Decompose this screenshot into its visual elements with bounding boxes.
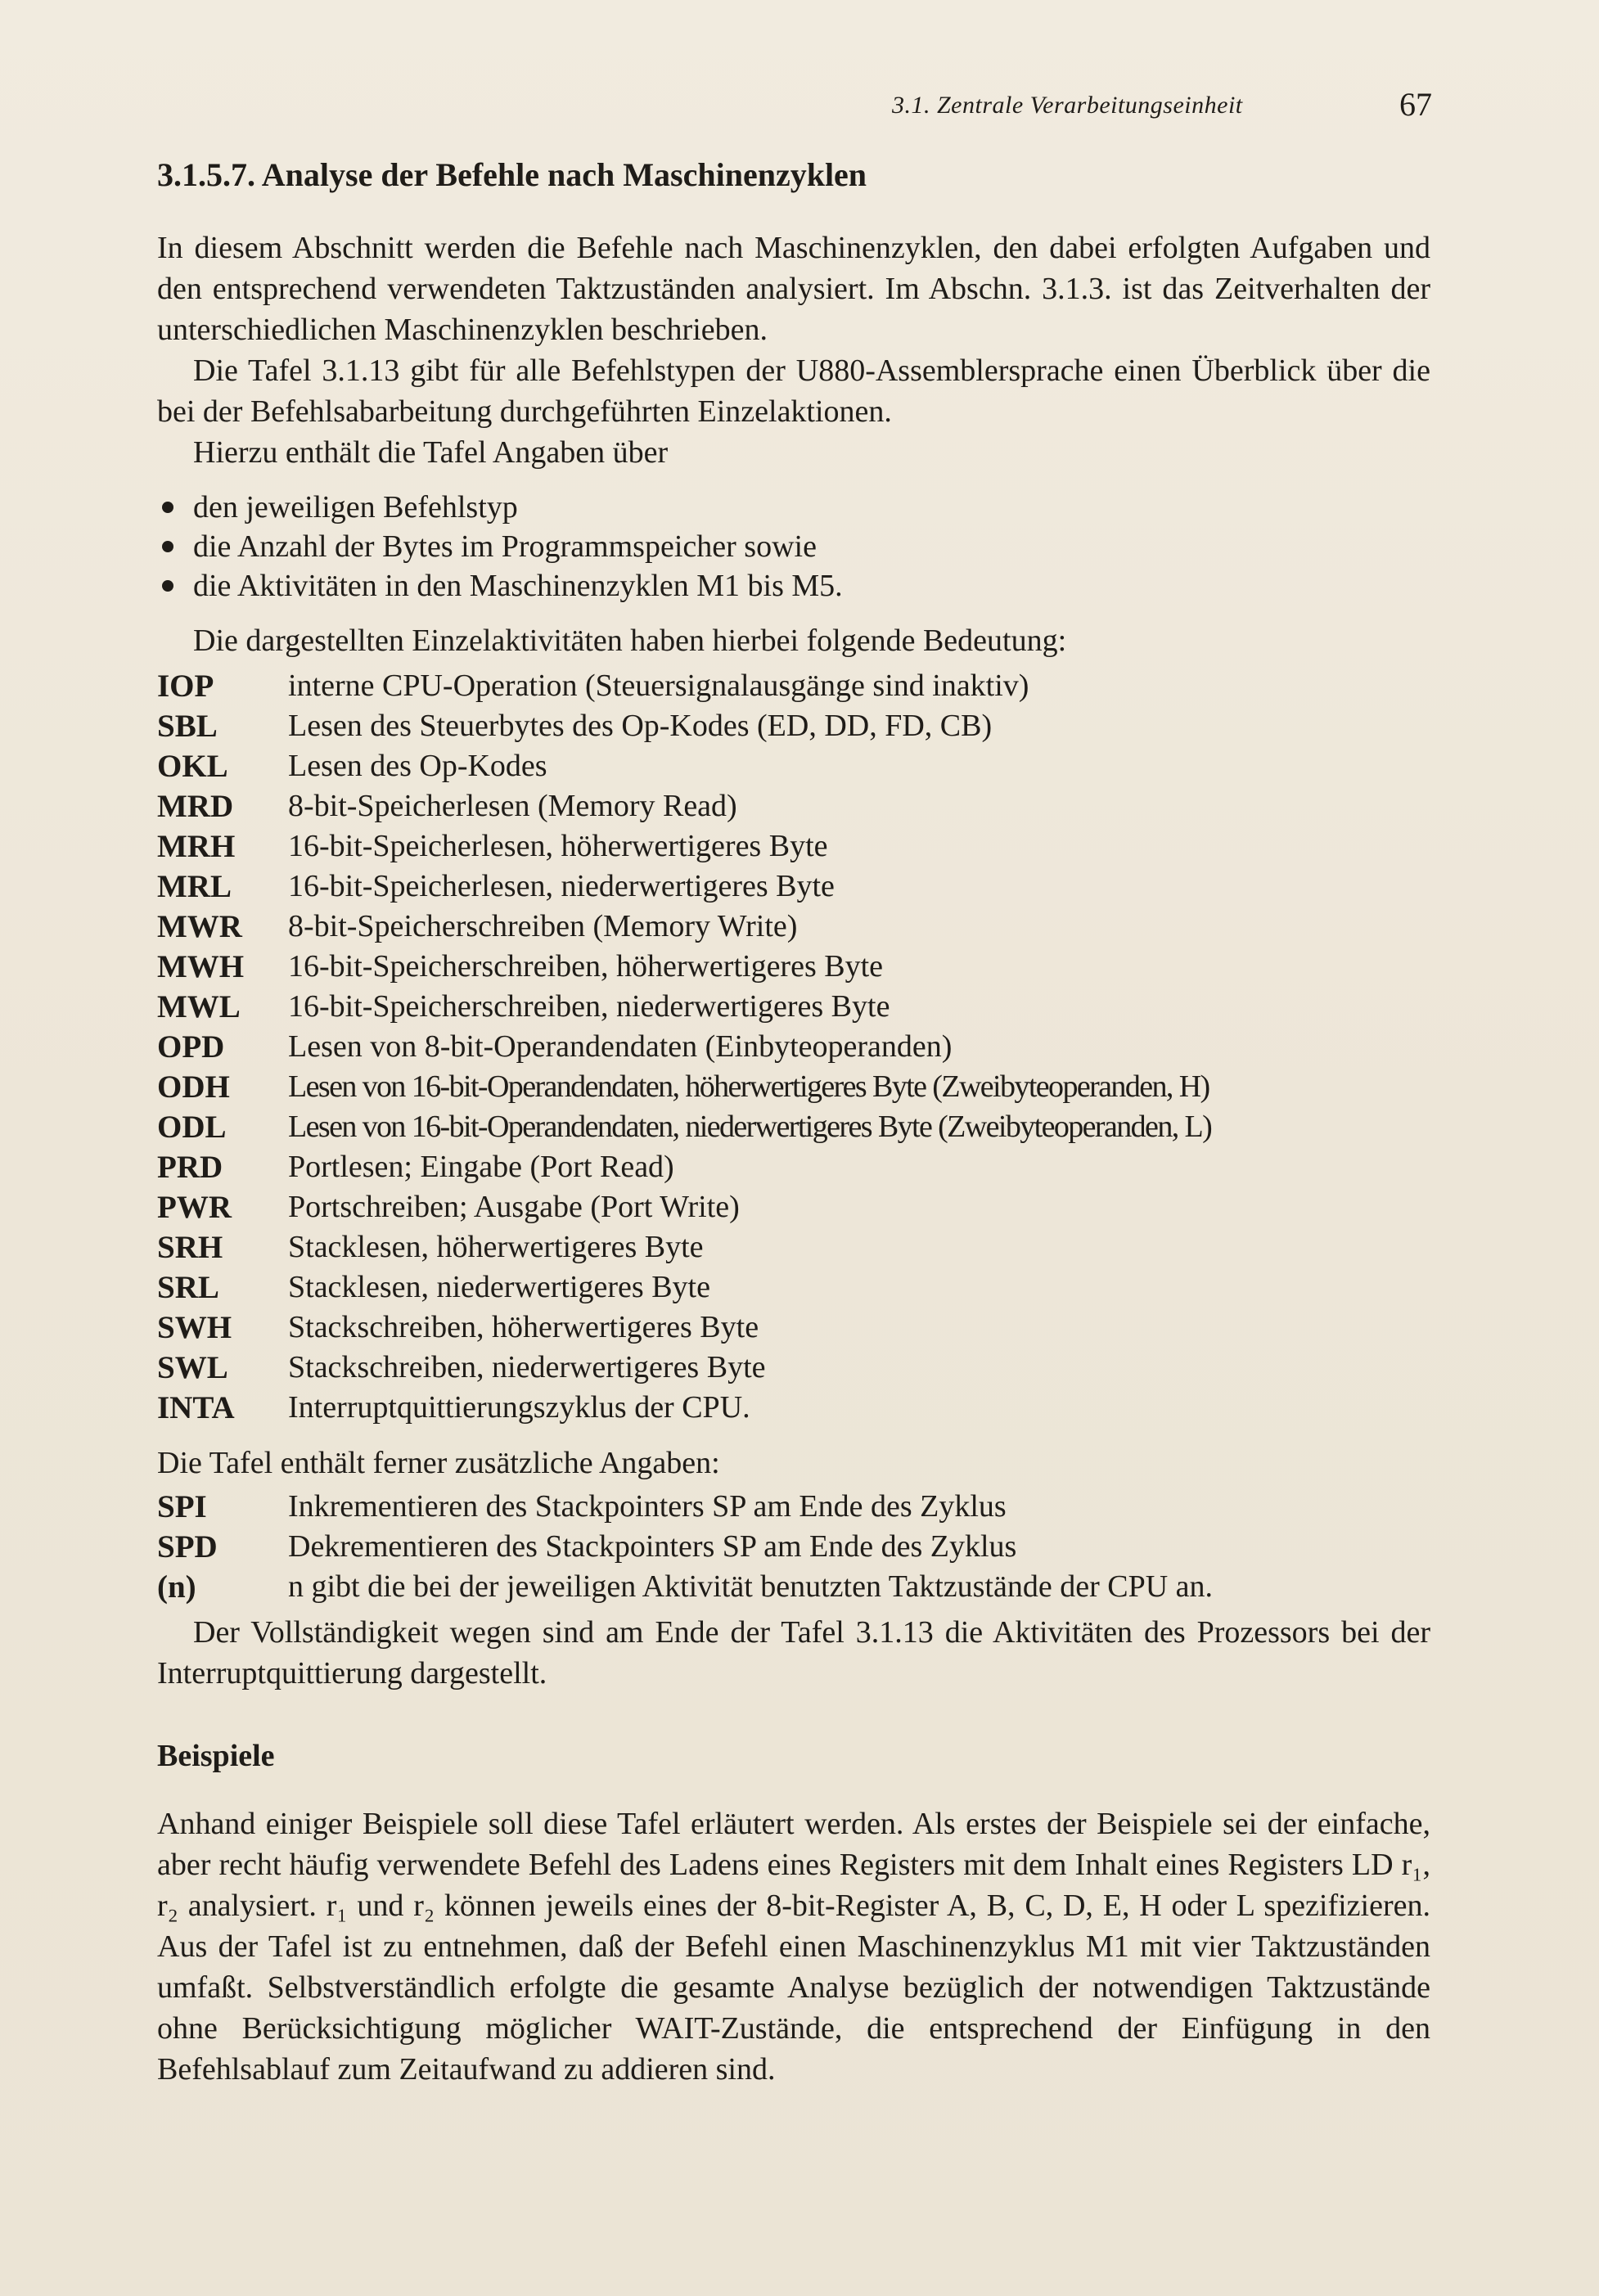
glossary-desc: Portschreiben; Ausgabe (Port Write) bbox=[288, 1190, 740, 1224]
glossary-abbr: MRD bbox=[157, 789, 234, 824]
extra-list bbox=[157, 1487, 1430, 1607]
extra-row bbox=[157, 1567, 1430, 1607]
glossary-abbr: ODL bbox=[157, 1110, 227, 1145]
glossary-desc: Interruptquittierungszyklus der CPU. bbox=[288, 1390, 750, 1425]
glossary-row bbox=[157, 1107, 1430, 1147]
glossary-abbr: MWH bbox=[157, 949, 245, 984]
glossary-row bbox=[157, 746, 1430, 786]
extra-abbr: (n) bbox=[157, 1569, 196, 1605]
glossary-abbr: SBL bbox=[157, 709, 218, 744]
paragraph-tafel: Die Tafel 3.1.13 gibt für alle Befehlstypen der U880-Assemblersprache einen Überblick über die bei der Befehlsabarbeitung durchgeführten Einzelaktionen. bbox=[157, 353, 1430, 429]
running-head: 3.1. Zentrale Verarbeitungseinheit bbox=[892, 92, 1243, 119]
glossary-list bbox=[157, 666, 1430, 1428]
glossary-desc: 16-bit-Speicherlesen, höherwertigeres Byte bbox=[288, 829, 828, 863]
glossary-row bbox=[157, 907, 1430, 947]
paragraph-vollstaendigkeit: Der Vollständigkeit wegen sind am Ende der Tafel 3.1.13 die Aktivitäten des Prozessors bei der Interruptquittierung dargestellt. bbox=[157, 1615, 1430, 1690]
glossary-desc: Stacklesen, höherwertigeres Byte bbox=[288, 1230, 704, 1264]
glossary-row bbox=[157, 1267, 1430, 1308]
glossary-row bbox=[157, 1187, 1430, 1227]
glossary-desc: Lesen des Op-Kodes bbox=[288, 749, 547, 783]
extra-intro: Die Tafel enthält ferner zusätzliche Angaben: bbox=[157, 1446, 720, 1480]
glossary-desc: interne CPU-Operation (Steuersignalausgänge sind inaktiv) bbox=[288, 669, 1029, 703]
glossary-abbr: MWL bbox=[157, 989, 241, 1024]
glossary-abbr: SRH bbox=[157, 1230, 223, 1265]
glossary-abbr: IOP bbox=[157, 669, 214, 704]
bullet-list bbox=[157, 488, 1430, 606]
paragraph-hierzu: Hierzu enthält die Tafel Angaben über bbox=[193, 435, 669, 470]
glossary-row bbox=[157, 1388, 1430, 1428]
paragraph-intro: In diesem Abschnitt werden die Befehle nach Maschinenzyklen, den dabei erfolgten Aufgaben und den entsprechend verwendeten Taktzuständen analysiert. Im Abschn. 3.1.3. ist das Zeitverhalten der unterschiedlichen Maschinenzyklen beschrieben. bbox=[157, 231, 1430, 347]
glossary-row bbox=[157, 1027, 1430, 1067]
glossary-row bbox=[157, 1147, 1430, 1187]
glossary-row bbox=[157, 706, 1430, 746]
glossary-abbr: MRL bbox=[157, 869, 232, 904]
glossary-abbr: MWR bbox=[157, 909, 242, 944]
extra-desc: Dekrementieren des Stackpointers SP am Ende des Zyklus bbox=[288, 1529, 1017, 1564]
glossary-row bbox=[157, 666, 1430, 706]
glossary-row bbox=[157, 987, 1430, 1027]
glossary-abbr: SRL bbox=[157, 1270, 219, 1305]
extra-desc: n gibt die bei der jeweiligen Aktivität benutzten Taktzustände der CPU an. bbox=[288, 1569, 1214, 1604]
glossary-desc: Portlesen; Eingabe (Port Read) bbox=[288, 1150, 674, 1184]
bullet-icon bbox=[162, 580, 173, 592]
glossary-row bbox=[157, 826, 1430, 867]
page-number: 67 bbox=[1399, 86, 1432, 123]
glossary-abbr: INTA bbox=[157, 1390, 235, 1425]
glossary-desc: 16-bit-Speicherschreiben, niederwertigeres Byte bbox=[288, 989, 890, 1024]
glossary-desc: 8-bit-Speicherlesen (Memory Read) bbox=[288, 789, 737, 823]
glossary-abbr: MRH bbox=[157, 829, 236, 864]
glossary-row bbox=[157, 867, 1430, 907]
bullet-icon bbox=[162, 502, 173, 513]
extra-abbr: SPD bbox=[157, 1529, 218, 1564]
glossary-desc: Stacklesen, niederwertigeres Byte bbox=[288, 1270, 710, 1304]
glossary-desc: Lesen von 16-bit-Operandendaten, niederwertigeres Byte (Zweibyteoperanden, L) bbox=[288, 1110, 1212, 1144]
glossary-intro: Die dargestellten Einzelaktivitäten haben hierbei folgende Bedeutung: bbox=[193, 624, 1067, 658]
page-content bbox=[157, 151, 1430, 2090]
paragraph-beispiele: Anhand einiger Beispiele soll diese Tafel erläutert werden. Als erstes der Beispiele sei der einfache, aber recht häufig verwendete Befehl des Ladens eines Registers mit dem Inhalt eines Registers LD r₁, r₂ analysiert. r₁ und r₂ können jeweils eines der 8-bit-Register A, B, C, D, E, H oder L spezifizieren. Aus der Tafel ist zu entnehmen, daß der Befehl einen Maschinenzyklus M1 mit vier Taktzuständen umfaßt. Selbstverständlich erfolgte die gesamte Analyse bezüglich der notwendigen Taktzustände ohne Berücksichtigung möglicher WAIT-Zustände, die entsprechend der Einfügung in den Befehlsablauf zum Zeitaufwand zu addieren sind. bbox=[157, 1807, 1430, 2087]
glossary-desc: Stackschreiben, höherwertigeres Byte bbox=[288, 1310, 759, 1344]
bullet-icon bbox=[162, 541, 173, 552]
list-item bbox=[157, 488, 1430, 527]
glossary-desc: Lesen von 16-bit-Operandendaten, höherwertigeres Byte (Zweibyteoperanden, H) bbox=[288, 1069, 1209, 1104]
glossary-abbr: ODH bbox=[157, 1069, 230, 1105]
glossary-desc: 16-bit-Speicherlesen, niederwertigeres Byte bbox=[288, 869, 835, 903]
glossary-desc: Lesen von 8-bit-Operandendaten (Einbyteoperanden) bbox=[288, 1029, 953, 1064]
glossary-abbr: PWR bbox=[157, 1190, 232, 1225]
glossary-desc: 16-bit-Speicherschreiben, höherwertigeres Byte bbox=[288, 949, 884, 984]
list-item bbox=[157, 527, 1430, 566]
extra-desc: Inkrementieren des Stackpointers SP am Ende des Zyklus bbox=[288, 1489, 1007, 1524]
glossary-row bbox=[157, 786, 1430, 826]
list-item-text: die Aktivitäten in den Maschinenzyklen M1 bis M5. bbox=[193, 569, 843, 603]
glossary-desc: 8-bit-Speicherschreiben (Memory Write) bbox=[288, 909, 798, 943]
glossary-abbr: PRD bbox=[157, 1150, 223, 1185]
extra-row bbox=[157, 1527, 1430, 1567]
glossary-abbr: SWL bbox=[157, 1350, 228, 1385]
glossary-desc: Stackschreiben, niederwertigeres Byte bbox=[288, 1350, 766, 1384]
page-header bbox=[892, 82, 1432, 131]
glossary-row bbox=[157, 1308, 1430, 1348]
section-title: 3.1.5.7. Analyse der Befehle nach Maschinenzyklen bbox=[157, 156, 867, 193]
glossary-desc: Lesen des Steuerbytes des Op-Kodes (ED, DD, FD, CB) bbox=[288, 709, 993, 743]
extra-row bbox=[157, 1487, 1430, 1527]
glossary-row bbox=[157, 947, 1430, 987]
list-item bbox=[157, 566, 1430, 606]
glossary-row bbox=[157, 1067, 1430, 1107]
glossary-row bbox=[157, 1348, 1430, 1388]
glossary-row bbox=[157, 1227, 1430, 1267]
beispiele-heading: Beispiele bbox=[157, 1739, 275, 1773]
glossary-abbr: OKL bbox=[157, 749, 228, 784]
extra-abbr: SPI bbox=[157, 1489, 207, 1524]
glossary-abbr: SWH bbox=[157, 1310, 232, 1345]
glossary-abbr: OPD bbox=[157, 1029, 225, 1065]
list-item-text: die Anzahl der Bytes im Programmspeicher sowie bbox=[193, 529, 817, 564]
list-item-text: den jeweiligen Befehlstyp bbox=[193, 490, 518, 524]
